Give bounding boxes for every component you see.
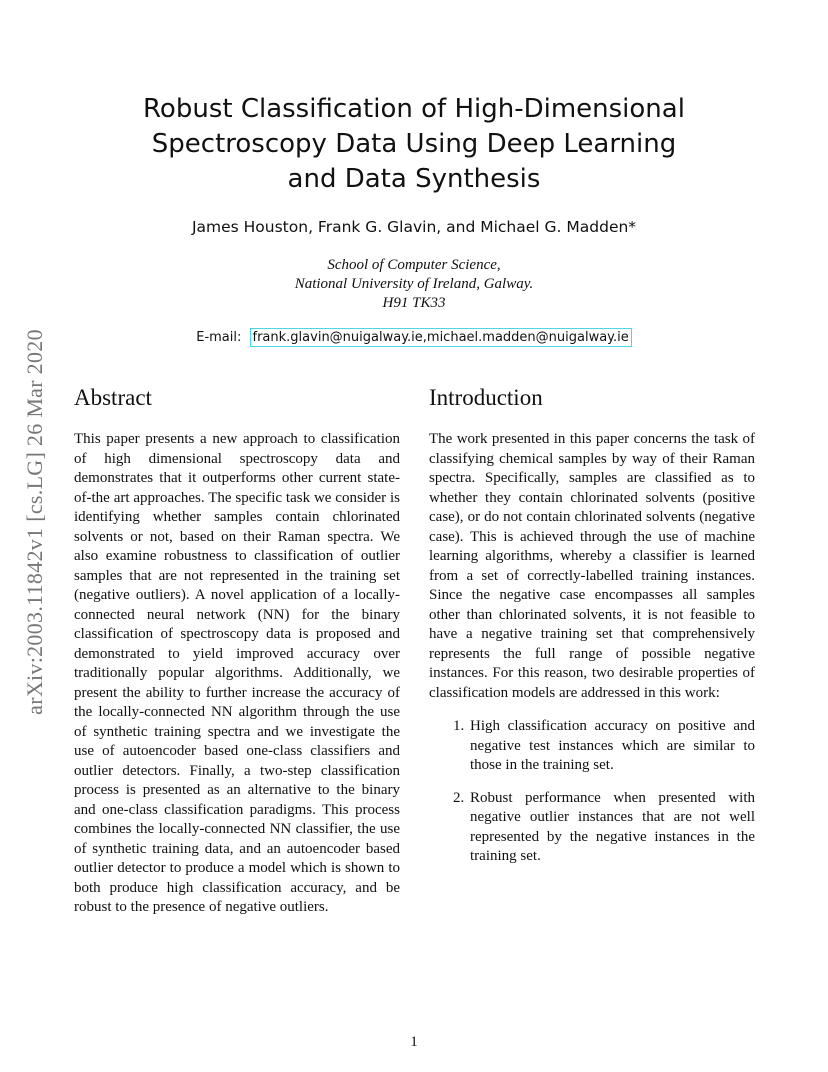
affiliation [90,256,738,313]
list-item: 1. High classification accuracy on positive and negative test instances which are similar to those in the training set. [468,717,755,776]
title-line: and Data Synthesis [287,164,541,194]
page-number: 1 [410,1034,418,1050]
introduction-text: The work presented in this paper concerns the task of classifying chemical samples by way of their Raman spectra. Specifically, samples are classified as to whether they contain chlorinated solvents (positive case), or do not contain chlorinated solvents (negative case). This is achieved through the use of machine learning algorithms, whereby a classifier is learned from a set of correctly-labelled training instances. Since the negative case encompasses all samples other than chlorinated solvents, it is not feasible to have a negative training set that comprehensively represents the full range of possible negative instances. For this reason, two desirable properties of classification models are addressed in this work: [429,431,755,701]
title-line: Robust Classification of High-Dimensional [143,94,685,124]
email-link[interactable]: frank.glavin@nuigalway.ie,michael.madden@nuigalway.ie [250,328,632,347]
introduction-heading: Introduction [429,385,543,410]
email-line [90,330,738,345]
affiliation-line: H91 TK33 [382,295,446,311]
arxiv-sidebar [20,284,50,760]
arxiv-identifier: arXiv:2003.11842v1 [cs.LG] 26 Mar 2020 [22,329,47,715]
author-list: James Houston, Frank G. Glavin, and Michael G. Madden* [191,218,637,236]
abstract-text: This paper presents a new approach to classification of high dimensional spectroscopy data and demonstrates that it outperforms other current state-of-the art approaches. The specific task we consider is identifying whether samples contain chlorinated solvents or not, based on their Raman spectra. We also examine robustness to classification of outlier samples that are not represented in the training set (negative outliers). A novel application of a locally-connected neural network (NN) for the binary classification of spectroscopy data is proposed and demonstrated to yield improved accuracy over traditionally popular algorithms. Additionally, we present the ability to further increase the accuracy of the locally-connected NN algorithm through the use of synthetic training spectra and we investigate the use of autoencoder based one-class classifiers and outlier detectors. Finally, a two-step classification process is presented as an alternative to the binary and one-class classification paradigms. This process combines the locally-connected NN classifier, the use of synthetic training data, and an autoencoder based outlier detector to produce a model which is shown to both produce high classification accuracy, and be robust to the presence of negative outliers. [74,431,400,915]
affiliation-line: National University of Ireland, Galway. [294,276,534,292]
introduction-section [429,384,755,880]
title-line: Spectroscopy Data Using Deep Learning [151,129,677,159]
properties-list [429,717,755,867]
paper-title [90,92,738,197]
email-label: E-mail: [196,330,242,345]
affiliation-line: School of Computer Science, [327,257,501,273]
list-item: 2. Robust performance when presented with negative outlier instances that are not well represented by the negative instances in the training set. [468,789,755,867]
abstract-heading: Abstract [74,385,152,410]
abstract-section [74,384,400,918]
